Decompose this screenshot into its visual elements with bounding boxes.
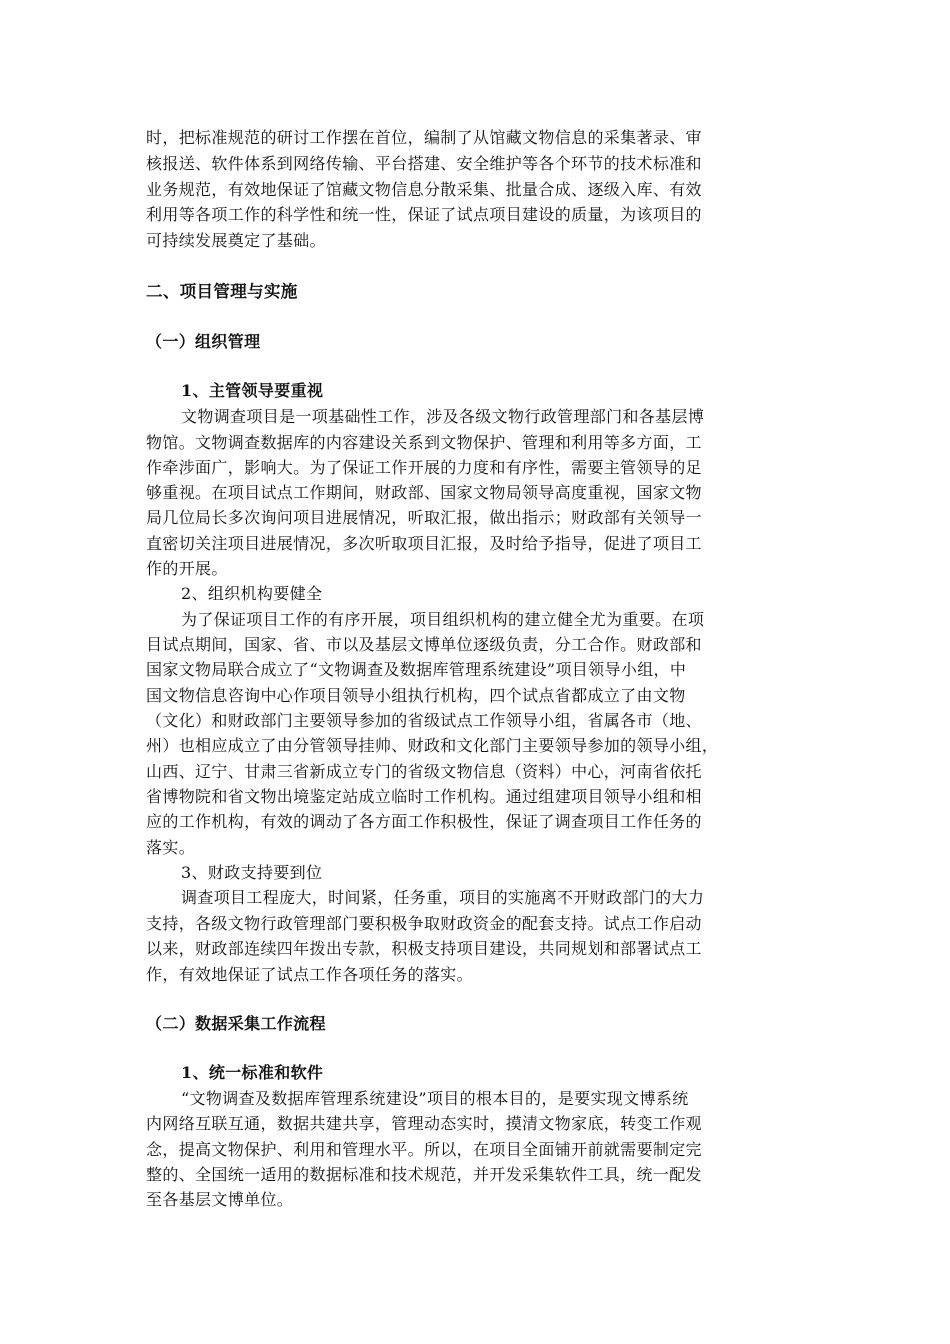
body-text-line: 省博物院和省文物出境鉴定站成立临时工作机构。通过组建项目领导小组和相 (146, 787, 702, 806)
item-heading: 1、主管领导要重视 (181, 381, 324, 400)
body-text-line: 调查项目工程庞大，时间紧，任务重，项目的实施离不开财政部门的大力 (181, 888, 705, 907)
body-text-line: 州）也相应成立了由分管领导挂帅、财政和文化部门主要领导参加的领导小组， (146, 736, 719, 755)
body-text-line: 落实。 (146, 838, 196, 857)
body-text-line: 可持续发展奠定了基础。 (146, 231, 326, 250)
body-text-line: 局几位局长多次询问项目进展情况，听取汇报，做出指示；财政部有关领导一 (146, 508, 702, 527)
body-text-line: 直密切关注项目进展情况，多次听取项目汇报，及时给予指导，促进了项目工 (146, 534, 702, 553)
body-text-line: 利用等各项工作的科学性和统一性，保证了试点项目建设的质量，为该项目的 (146, 205, 702, 224)
body-text-line: 文物调查项目是一项基础性工作，涉及各级文物行政管理部门和各基层博 (181, 407, 705, 426)
body-text-line: 至各基层文博单位。 (146, 1190, 294, 1209)
body-text-line: 以来，财政部连续四年拨出专款，积极支持项目建设，共同规划和部署试点工 (146, 939, 702, 958)
subsection-heading: （一）组织管理 (146, 332, 261, 351)
body-text-line: 作的开展。 (146, 559, 228, 578)
body-text-line: 山西、辽宁、甘肃三省新成立专门的省级文物信息（资料）中心，河南省依托 (146, 762, 702, 781)
body-text-line: 目试点期间，国家、省、市以及基层文博单位逐级负责，分工合作。财政部和 (146, 635, 702, 654)
item-heading: 2、组织机构要健全 (181, 584, 323, 603)
body-text-line: 应的工作机构，有效的调动了各方面工作积极性，保证了调查项目工作任务的 (146, 812, 702, 831)
body-text-line: 支持，各级文物行政管理部门要积极争取财政资金的配套支持。试点工作启动 (146, 914, 702, 933)
body-text-line: 整的、全国统一适用的数据标准和技术规范，并开发采集软件工具，统一配发 (146, 1165, 702, 1184)
body-text-line: 作，有效地保证了试点工作各项任务的落实。 (146, 965, 474, 984)
subsection-heading: （二）数据采集工作流程 (146, 1014, 326, 1033)
body-text-line: 国文物信息咨询中心作项目领导小组执行机构，四个试点省都成立了由文物 (146, 686, 686, 705)
body-text-line: （文化）和财政部门主要领导参加的省级试点工作领导小组，省属各市（地、 (146, 711, 702, 730)
body-text-line: 核报送、软件体系到网络传输、平台搭建、安全维护等各个环节的技术标准和 (146, 154, 702, 173)
body-text-line: 时，把标准规范的研讨工作摆在首位，编制了从馆藏文物信息的采集著录、审 (146, 128, 702, 147)
body-text-line: 够重视。在项目试点工作期间，财政部、国家文物局领导高度重视，国家文物 (146, 483, 702, 502)
section-heading: 二、项目管理与实施 (146, 282, 298, 301)
body-text-line: 物馆。文物调查数据库的内容建设关系到文物保护、管理和利用等多方面，工 (146, 433, 702, 452)
body-text-line: 作牵涉面广，影响大。为了保证工作开展的力度和有序性，需要主管领导的足 (146, 458, 702, 477)
item-heading: 1、统一标准和软件 (181, 1063, 324, 1082)
body-text-line: 国家文物局联合成立了“文物调查及数据库管理系统建设”项目领导小组，中 (146, 660, 687, 679)
item-heading: 3、财政支持要到位 (181, 863, 323, 882)
body-text-line: 业务规范，有效地保证了馆藏文物信息分散采集、批量合成、逐级入库、有效 (146, 180, 702, 199)
body-text-line: 内网络互联互通，数据共建共享，管理动态实时，摸清文物家底，转变工作观 (146, 1114, 702, 1133)
body-text-line: 念，提高文物保护、利用和管理水平。所以，在项目全面铺开前就需要制定完 (146, 1140, 702, 1159)
body-text-line: 为了保证项目工作的有序开展，项目组织机构的建立健全尤为重要。在项 (181, 610, 705, 629)
body-text-line: “文物调查及数据库管理系统建设”项目的根本目的，是要实现文博系统 (181, 1089, 689, 1108)
